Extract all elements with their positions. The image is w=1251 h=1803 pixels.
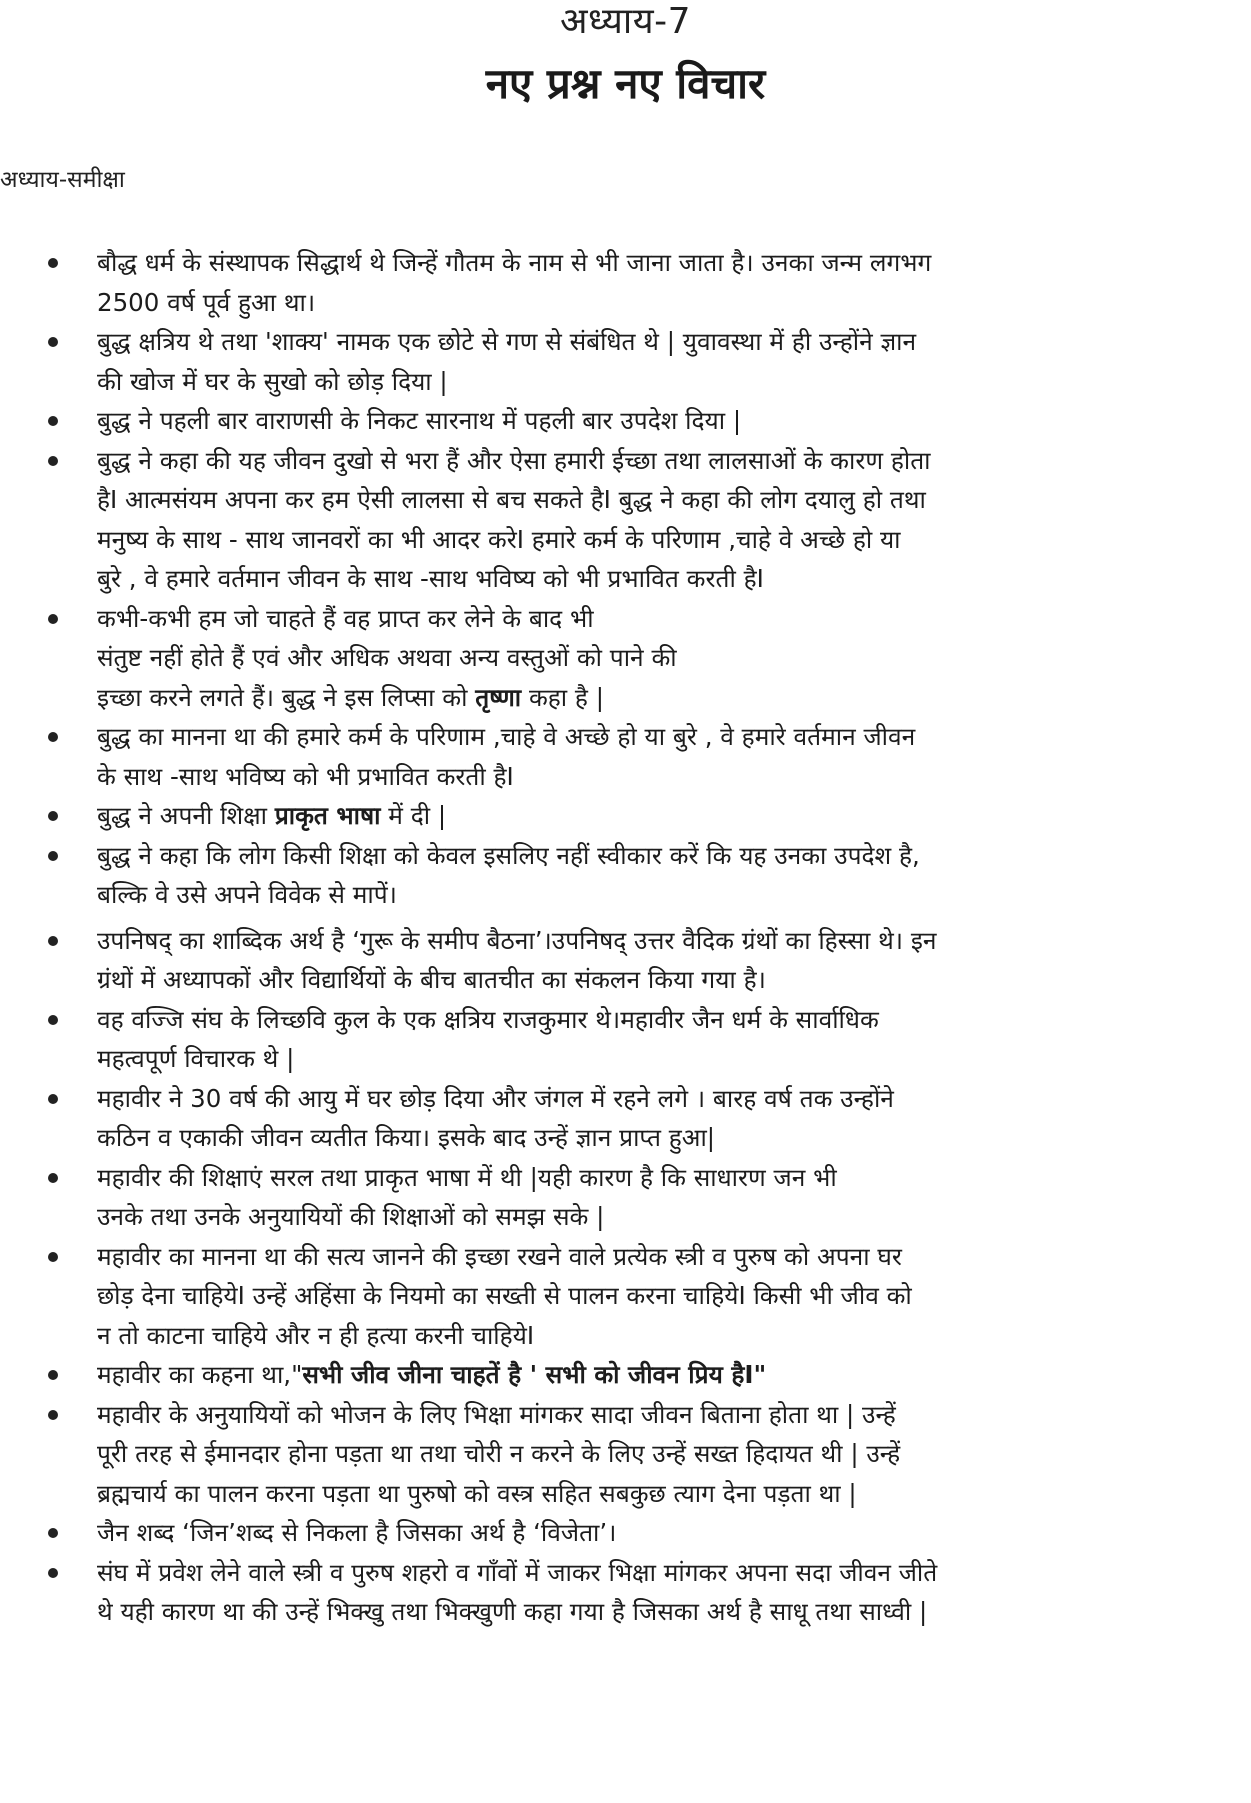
bullet-icon (48, 851, 58, 861)
point-text-line: वह वज्जि संघ के लिच्छवि कुल के एक क्षत्रिय राजकुमार थे।महावीर जैन धर्म के सार्वाधिक (97, 1004, 879, 1034)
point-text-line (97, 796, 1232, 836)
point-text-line: महावीर का मानना था की सत्य जानने की इच्छा रखने वाले प्रत्येक स्त्री व पुरुष को अपना घर (97, 1241, 902, 1271)
point-text-line: ग्रंथों में अध्यापकों और विद्यार्थियों के बीच बातचीत का संकलन किया गया है। (97, 965, 766, 994)
point-text-line: महत्वपूर्ण विचारक थे | (97, 1044, 295, 1073)
bullet-icon (48, 811, 58, 821)
point-text-line: हैI आत्मसंयम अपना कर हम ऐसी लालसा से बच सकते हैI बुद्ध ने कहा की लोग दयालु हो तथा (97, 485, 926, 514)
point-text-line: बौद्ध धर्म के संस्थापक सिद्धार्थ थे जिन्हें गौतम के नाम से भी जाना जाता है। उनका जन्म लगभग (97, 248, 932, 277)
emphasis-term: तृष्णा (475, 682, 522, 712)
point-text-line: बुद्ध ने कहा की यह जीवन दुखो से भरा हैं और ऐसा हमारी ईच्छा तथा लालसाओं के कारण होता (97, 445, 931, 475)
point-text-line: की खोज में घर के सुखो को छोड़ दिया | (97, 366, 448, 396)
point-text-line (97, 1355, 1232, 1395)
emphasis-quote: सभी जीव जीना चाहतें है ' सभी को जीवन प्रिय हैI" (302, 1360, 767, 1389)
summary-points-list (0, 243, 1240, 1632)
point-text-line: जैन शब्द ‘जिन’शब्द से निकला है जिसका अर्थ है ‘विजेता’। (97, 1518, 617, 1547)
bullet-icon (48, 1528, 58, 1538)
chapter-number: अध्याय-7 (559, 1, 692, 42)
summary-point (0, 322, 1240, 401)
bullet-icon (48, 416, 58, 426)
summary-point (0, 1355, 1240, 1395)
summary-point (0, 1395, 1240, 1514)
point-text-line: बुद्ध क्षत्रिय थे तथा 'शाक्य' नामक एक छोटे से गण से संबंधित थे | युवावस्था में ही उन्होंने ज्ञान (97, 327, 917, 356)
bullet-icon (48, 614, 58, 624)
point-text-line: संघ में प्रवेश लेने वाले स्त्री व पुरुष शहरो व गाँवों में जाकर भिक्षा मांगकर अपना सदा जीवन जीते (97, 1557, 938, 1587)
point-text-line: बुद्ध ने पहली बार वाराणसी के निकट सारनाथ में पहली बार उपदेश दिया | (97, 406, 742, 435)
point-text: महावीर का कहना था," (97, 1360, 303, 1389)
summary-point (0, 1158, 1240, 1237)
bullet-icon (48, 258, 58, 268)
point-text-line: बुद्ध का मानना था की हमारे कर्म के परिणाम ,चाहे वे अच्छे हो या बुरे , वे हमारे वर्तमान जीवन (97, 722, 916, 751)
bullet-icon (48, 337, 58, 347)
bullet-icon (48, 936, 58, 946)
bullet-icon (48, 1568, 58, 1578)
chapter-title: नए प्रश्न नए विचार (485, 59, 766, 108)
summary-point (0, 1553, 1240, 1632)
point-text-line: उनके तथा उनके अनुयायियों की शिक्षाओं को समझ सके | (97, 1202, 605, 1231)
point-text-line: न तो काटना चाहिये और न ही हत्या करनी चाहियेI (97, 1320, 535, 1350)
summary-point (0, 401, 1240, 441)
point-text-line: थे यही कारण था की उन्हें भिक्खु तथा भिक्खुणी कहा गया है जिसका अर्थ है साधू तथा साध्वी | (97, 1597, 928, 1626)
point-text-line (97, 678, 1232, 718)
point-text-line: मनुष्य के साथ - साथ जानवरों का भी आदर करेI हमारे कर्म के परिणाम ,चाहे वे अच्छे हो या (97, 524, 901, 554)
point-text-line: 2500 वर्ष पूर्व हुआ था। (97, 287, 316, 317)
summary-point (0, 1000, 1240, 1079)
point-text: इच्छा करने लगते हैं। बुद्ध ने इस लिप्सा को (97, 682, 476, 712)
point-text-line: उपनिषद् का शाब्दिक अर्थ है ‘गुरू के समीप बैठना’।उपनिषद् उत्तर वैदिक ग्रंथों का हिस्सा थे। इन (97, 925, 937, 955)
summary-point (0, 441, 1240, 599)
bullet-icon (48, 1094, 58, 1104)
bullet-icon (48, 1173, 58, 1183)
point-text: कहा है | (521, 682, 604, 712)
summary-point (0, 1513, 1240, 1553)
point-text-line: छोड़ देना चाहियेI उन्हें अहिंसा के नियमो का सख्ती से पालन करना चाहियेI किसी भी जीव को (97, 1281, 912, 1310)
summary-point (0, 599, 1240, 718)
point-text: में दी | (380, 801, 447, 830)
summary-point (0, 1237, 1240, 1356)
point-text-line: महावीर की शिक्षाएं सरल तथा प्राकृत भाषा में थी |यही कारण है कि साधारण जन भी (97, 1162, 837, 1192)
point-text-line: महावीर ने 30 वर्ष की आयु में घर छोड़ दिया और जंगल में रहने लगे । बारह वर्ष तक उन्होंने (97, 1083, 894, 1113)
emphasis-term: प्राकृत भाषा (274, 801, 381, 830)
point-text-line: बुद्ध ने कहा कि लोग किसी शिक्षा को केवल इसलिए नहीं स्वीकार करें कि यह उनका उपदेश है, (97, 840, 920, 870)
summary-point (0, 836, 1240, 915)
bullet-icon (48, 1015, 58, 1025)
summary-point (0, 921, 1240, 1000)
point-text-line: बल्कि वे उसे अपने विवेक से मापें। (97, 880, 397, 909)
point-text-line: कठिन व एकाकी जीवन व्यतीत किया। इसके बाद उन्हें ज्ञान प्राप्त हुआ| (97, 1123, 716, 1152)
point-text-line: के साथ -साथ भविष्य को भी प्रभावित करती हैI (97, 761, 514, 791)
point-text-line: महावीर के अनुयायियों को भोजन के लिए भिक्षा मांगकर सादा जीवन बिताना होता था | उन्हें (97, 1399, 896, 1429)
bullet-icon (48, 1252, 58, 1262)
point-text: बुद्ध ने अपनी शिक्षा (97, 801, 275, 830)
summary-point (0, 796, 1240, 836)
point-text-line: पूरी तरह से ईमानदार होना पड़ता था तथा चोरी न करने के लिए उन्हें सख्त हिदायत थी | उन्हें (97, 1439, 901, 1468)
section-label: अध्याय-समीक्षा (0, 167, 125, 193)
bullet-icon (48, 732, 58, 742)
point-text-line: संतुष्ट नहीं होते हैं एवं और अधिक अथवा अन्य वस्तुओं को पाने की (97, 643, 677, 672)
summary-point (0, 1079, 1240, 1158)
bullet-icon (48, 1370, 58, 1380)
bullet-icon (48, 456, 58, 466)
point-text-line: ब्रह्मचार्य का पालन करना पड़ता था पुरुषो को वस्त्र सहित सबकुछ त्याग देना पड़ता था | (97, 1478, 857, 1508)
point-text-line: कभी-कभी हम जो चाहते हैं वह प्राप्त कर लेने के बाद भी (97, 603, 594, 633)
summary-point (0, 717, 1240, 796)
summary-point (0, 243, 1240, 322)
point-text-line: बुरे , वे हमारे वर्तमान जीवन के साथ -साथ भविष्य को भी प्रभावित करती हैI (97, 564, 764, 593)
bullet-icon (48, 1410, 58, 1420)
